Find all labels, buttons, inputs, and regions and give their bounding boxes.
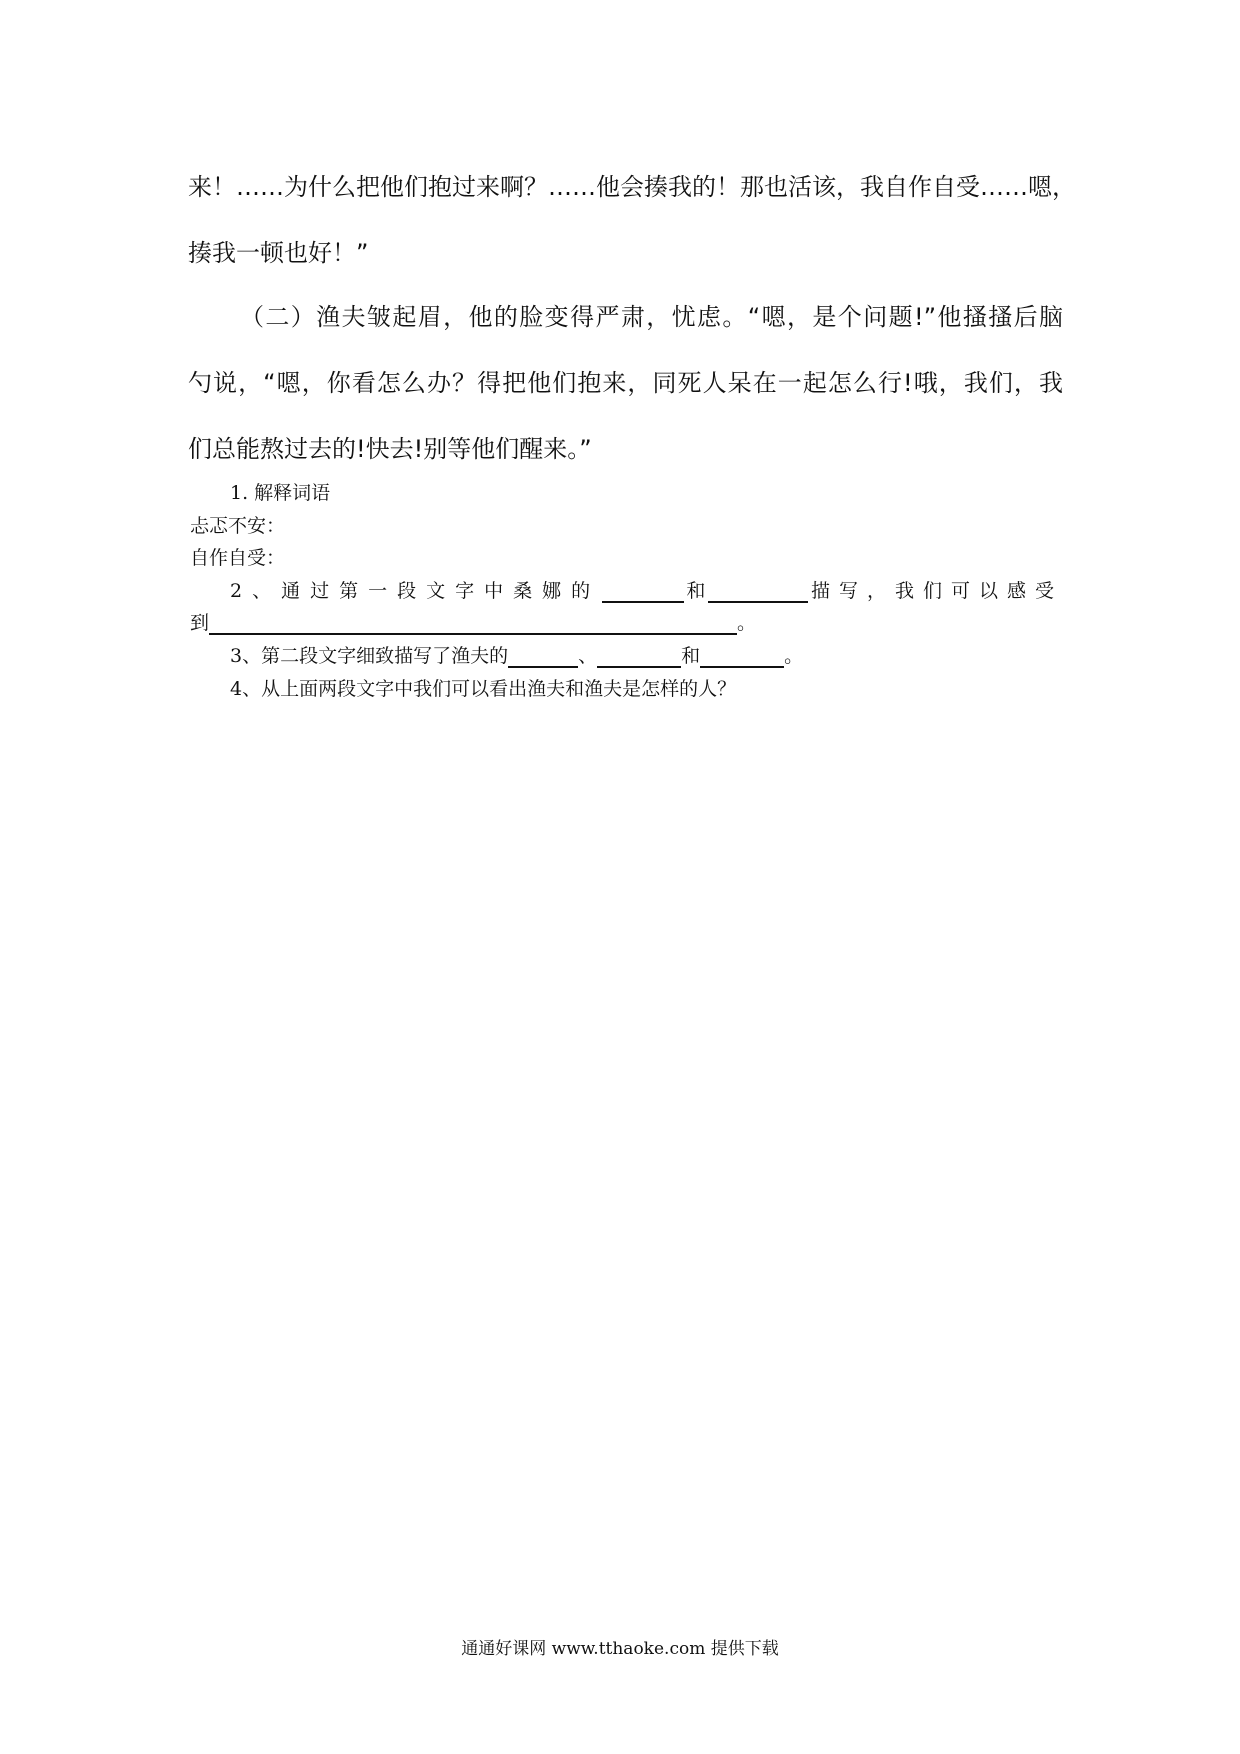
q2-blank-1[interactable] (602, 581, 684, 603)
q2-line-2 (190, 611, 756, 635)
q2-text-d: 到 (190, 612, 210, 634)
passage-line-3: （二）渔夫皱起眉，他的脸变得严肃，忧虑。“嗯，是个问题!”他搔搔后脑 (240, 303, 1063, 331)
q2-text-e: 。 (737, 612, 757, 634)
q2-line-1 (230, 579, 1063, 603)
q2-blank-2[interactable] (708, 581, 808, 603)
q3-blank-3[interactable] (700, 646, 784, 668)
q3-text-c: 和 (681, 645, 701, 667)
q3-text-a: 3、第二段文字细致描写了渔夫的 (230, 645, 509, 667)
q3-text-d: 。 (784, 645, 804, 667)
q3-line (230, 644, 803, 668)
page-footer: 通通好课网 www.tthaoke.com 提供下载 (461, 1639, 779, 1659)
q3-blank-1[interactable] (508, 646, 578, 668)
passage-line-4: 勺说，“嗯，你看怎么办？得把他们抱来，同死人呆在一起怎么行!哦，我们，我 (188, 369, 1063, 397)
q1-title: 1. 解释词语 (230, 482, 331, 504)
q1-term-1: 忐忑不安： (190, 515, 286, 537)
q1-term-2: 自作自受： (190, 547, 286, 569)
passage-line-5: 们总能熬过去的!快去!别等他们醒来。” (188, 435, 592, 463)
q2-text-b: 和 (686, 580, 706, 602)
q2-text-c: 描写，我们可以感受 (810, 580, 1063, 602)
q4-text: 4、从上面两段文字中我们可以看出渔夫和渔夫是怎样的人？ (230, 678, 737, 700)
q3-blank-2[interactable] (597, 646, 681, 668)
q2-text-a: 2、通过第一段文字中桑娜的 (230, 580, 601, 602)
passage-line-2: 揍我一顿也好！” (188, 239, 369, 267)
passage-line-1: 来！……为什么把他们抱过来啊？……他会揍我的！那也活该，我自作自受……嗯， (188, 173, 1076, 201)
q3-text-b: 、 (578, 645, 598, 667)
q2-blank-3[interactable] (209, 613, 737, 635)
